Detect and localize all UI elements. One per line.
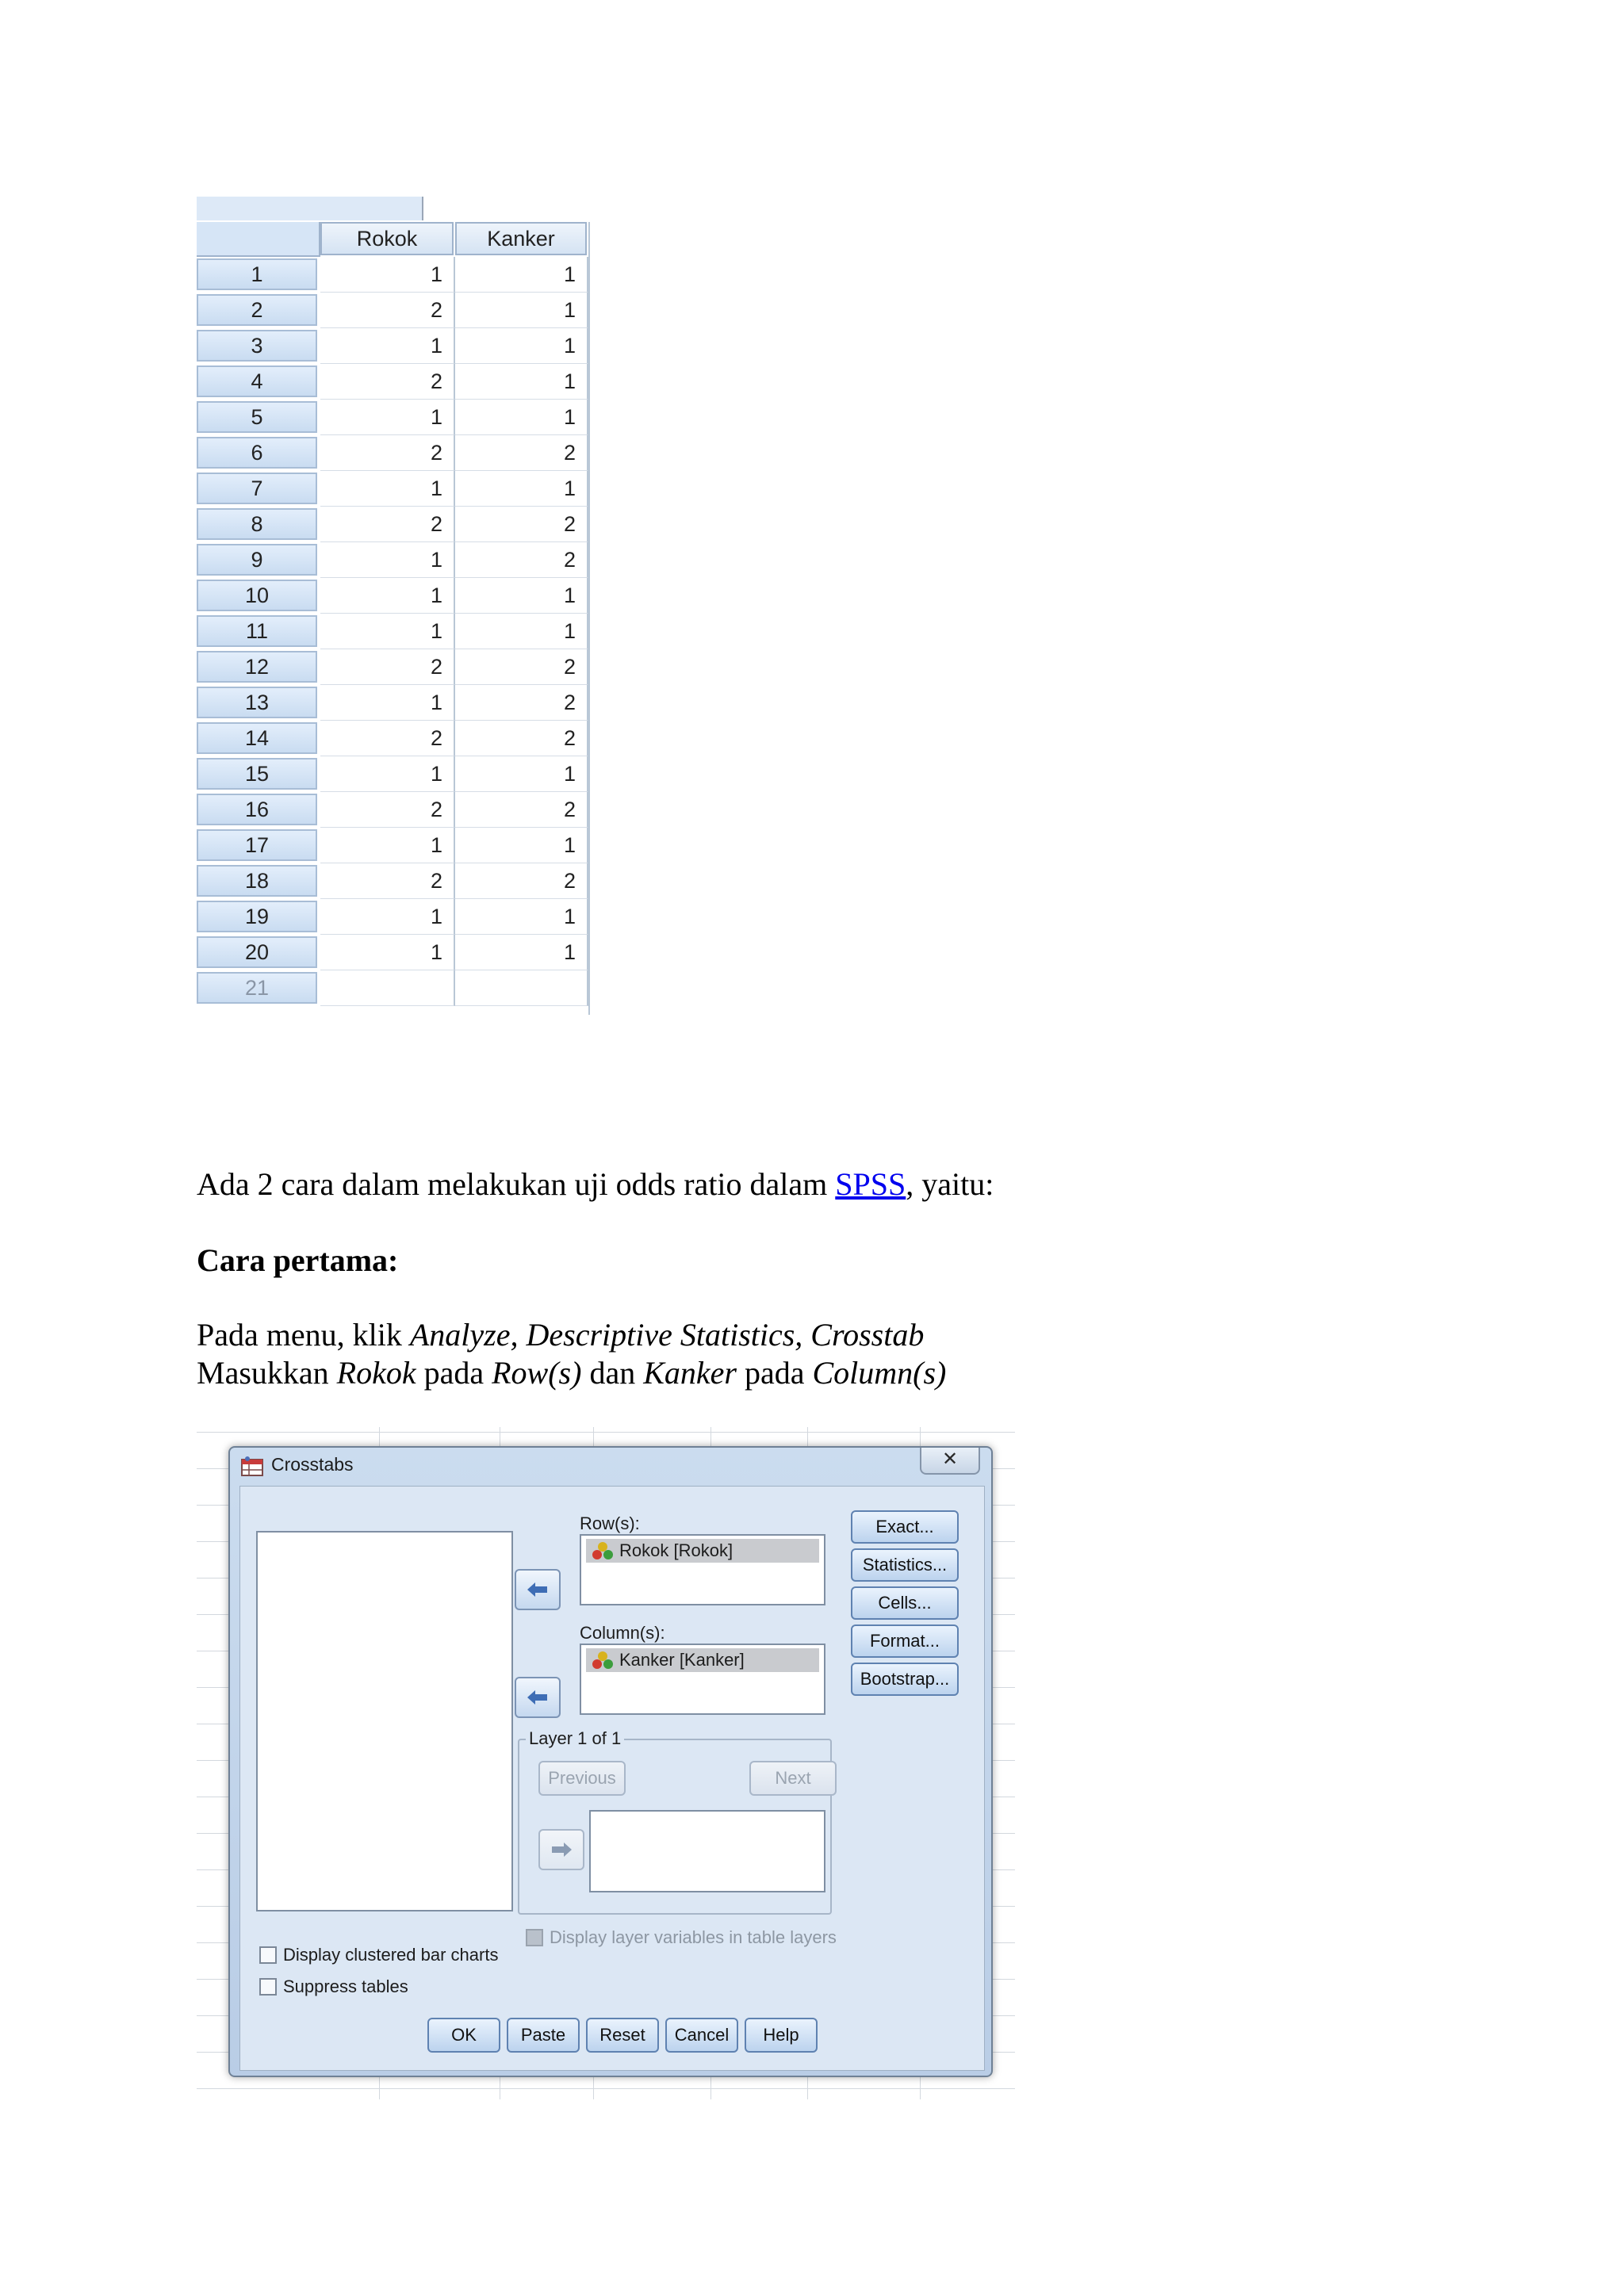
cell-rokok[interactable]: 1 — [320, 685, 455, 721]
cell-kanker[interactable]: 2 — [455, 542, 588, 578]
cell-kanker[interactable]: 2 — [455, 721, 588, 756]
cell-kanker[interactable]: 1 — [455, 756, 588, 792]
row-header[interactable]: 11 — [197, 615, 317, 647]
spss-link[interactable]: SPSS — [835, 1166, 906, 1202]
step2-part: pada — [416, 1355, 492, 1391]
row-header[interactable]: 8 — [197, 508, 317, 540]
cell-rokok[interactable]: 2 — [320, 507, 455, 542]
dialog-client-area — [239, 1486, 985, 2071]
reset-button[interactable]: Reset — [586, 2018, 659, 2053]
column-header-rokok[interactable]: Rokok — [320, 222, 454, 255]
cell-kanker[interactable]: 1 — [455, 899, 588, 935]
heading-cara-pertama — [197, 1242, 398, 1279]
cell-kanker[interactable]: 1 — [455, 400, 588, 435]
row-header[interactable]: 1 — [197, 258, 317, 290]
cell-kanker[interactable]: 1 — [455, 578, 588, 614]
cell-rokok[interactable]: 2 — [320, 364, 455, 400]
suppress-tables-label: Suppress tables — [283, 1976, 408, 1996]
cell-rokok[interactable]: 1 — [320, 756, 455, 792]
cell-kanker[interactable]: 1 — [455, 364, 588, 400]
row-header[interactable]: 14 — [197, 722, 317, 754]
rows-label: Row(s): — [580, 1513, 640, 1533]
ok-button[interactable]: OK — [427, 2018, 500, 2053]
row-header[interactable]: 10 — [197, 580, 317, 611]
row-header[interactable]: 17 — [197, 829, 317, 861]
cell-rokok[interactable]: 1 — [320, 257, 455, 293]
nominal-variable-icon — [589, 1650, 616, 1670]
close-icon: ✕ — [941, 1448, 959, 1470]
nominal-variable-icon — [589, 1540, 616, 1561]
cell-rokok[interactable]: 1 — [320, 400, 455, 435]
row-header[interactable]: 6 — [197, 437, 317, 469]
exact-button[interactable]: Exact... — [851, 1510, 959, 1544]
step2-part: Row(s) — [492, 1355, 582, 1391]
source-variable-list[interactable] — [256, 1531, 513, 1911]
step2-line — [197, 1354, 946, 1391]
cell-rokok[interactable]: 2 — [320, 721, 455, 756]
row-header[interactable]: 5 — [197, 401, 317, 433]
next-button[interactable]: Next — [749, 1761, 837, 1796]
cell-rokok[interactable]: 2 — [320, 293, 455, 328]
intro-text: Ada 2 cara dalam melakukan uji odds ratio dalam — [197, 1166, 836, 1202]
cell-rokok[interactable]: 1 — [320, 471, 455, 507]
step2-part: dan — [581, 1355, 644, 1391]
spss-data-grid — [197, 197, 609, 1015]
row-header[interactable]: 20 — [197, 936, 317, 968]
cell-kanker[interactable]: 1 — [455, 828, 588, 863]
row-header[interactable]: 13 — [197, 687, 317, 718]
step1-line — [197, 1316, 924, 1353]
intro-text-end: , yaitu: — [906, 1166, 994, 1202]
previous-button[interactable]: Previous — [538, 1761, 626, 1796]
row-header[interactable]: 19 — [197, 901, 317, 932]
cell-kanker[interactable]: 1 — [455, 471, 588, 507]
close-button[interactable] — [920, 1448, 980, 1475]
columns-label: Column(s): — [580, 1623, 665, 1643]
clustered-bar-checkbox[interactable] — [259, 1946, 277, 1964]
suppress-tables-checkbox[interactable] — [259, 1978, 277, 1996]
move-to-columns-button[interactable] — [515, 1677, 561, 1718]
grid-next-column-edge — [588, 222, 609, 1015]
columns-list[interactable] — [580, 1644, 825, 1715]
step2-part: pada — [736, 1355, 813, 1391]
step2-part: Rokok — [336, 1355, 416, 1391]
row-header[interactable]: 3 — [197, 330, 317, 362]
step1-menu-path: Analyze, Descriptive Statistics, Crosstab — [409, 1317, 925, 1353]
cell-rokok[interactable]: 1 — [320, 614, 455, 649]
cell-rokok[interactable]: 2 — [320, 863, 455, 899]
bootstrap-button[interactable]: Bootstrap... — [851, 1663, 959, 1696]
crosstabs-dialog — [228, 1446, 993, 2077]
cell-kanker[interactable]: 1 — [455, 614, 588, 649]
arrow-left-icon — [526, 1580, 550, 1599]
row-header[interactable]: 9 — [197, 544, 317, 576]
crosstabs-app-icon — [241, 1456, 263, 1476]
row-header[interactable]: 15 — [197, 758, 317, 790]
help-button[interactable]: Help — [745, 2018, 818, 2053]
layer-label: Layer 1 of 1 — [526, 1728, 624, 1749]
cell-kanker[interactable]: 2 — [455, 685, 588, 721]
rows-list[interactable] — [580, 1534, 825, 1605]
move-to-layer-button[interactable] — [538, 1829, 584, 1870]
row-header[interactable]: 21 — [197, 972, 317, 1004]
grid-top-strip — [197, 197, 423, 220]
cell-kanker[interactable]: 2 — [455, 435, 588, 471]
step2-part: Column(s) — [812, 1355, 947, 1391]
cell-kanker[interactable]: 2 — [455, 792, 588, 828]
display-layer-label: Display layer variables in table layers — [550, 1927, 837, 1947]
grid-corner-header — [197, 222, 320, 257]
cell-rokok[interactable]: 1 — [320, 828, 455, 863]
cancel-button[interactable]: Cancel — [665, 2018, 738, 2053]
paste-button[interactable]: Paste — [507, 2018, 580, 2053]
crosstabs-screenshot — [197, 1427, 1015, 2099]
cell-rokok[interactable] — [320, 970, 455, 1006]
cell-rokok[interactable]: 1 — [320, 899, 455, 935]
format-button[interactable]: Format... — [851, 1624, 959, 1658]
cell-kanker[interactable]: 1 — [455, 293, 588, 328]
layer-list[interactable] — [589, 1810, 825, 1892]
step1-prefix: Pada menu, klik — [197, 1317, 410, 1353]
cell-rokok[interactable]: 1 — [320, 578, 455, 614]
rows-item-label: Rokok [Rokok] — [619, 1540, 733, 1560]
row-header[interactable]: 2 — [197, 294, 317, 326]
cell-rokok[interactable]: 2 — [320, 649, 455, 685]
cell-kanker[interactable]: 1 — [455, 935, 588, 970]
arrow-left-icon — [526, 1688, 550, 1707]
dialog-title: Crosstabs — [271, 1454, 354, 1475]
statistics-button[interactable]: Statistics... — [851, 1548, 959, 1582]
clustered-bar-label: Display clustered bar charts — [283, 1945, 499, 1965]
row-header[interactable]: 16 — [197, 794, 317, 825]
rows-item-rokok[interactable] — [586, 1539, 819, 1563]
cell-rokok[interactable]: 1 — [320, 328, 455, 364]
row-header[interactable]: 12 — [197, 651, 317, 683]
arrow-right-icon — [550, 1840, 573, 1859]
column-header-kanker[interactable]: Kanker — [455, 222, 587, 255]
cell-rokok[interactable]: 2 — [320, 435, 455, 471]
row-header[interactable]: 18 — [197, 865, 317, 897]
columns-item-label: Kanker [Kanker] — [619, 1650, 745, 1670]
display-layer-checkbox[interactable] — [526, 1929, 543, 1946]
cell-rokok[interactable]: 2 — [320, 792, 455, 828]
step2-part: Kanker — [643, 1355, 737, 1391]
cell-kanker[interactable]: 1 — [455, 257, 588, 293]
cell-kanker[interactable] — [455, 970, 588, 1006]
cell-rokok[interactable]: 1 — [320, 542, 455, 578]
bg-row-line — [197, 1432, 1015, 1433]
cell-kanker[interactable]: 1 — [455, 328, 588, 364]
move-to-rows-button[interactable] — [515, 1569, 561, 1610]
heading-text: Cara pertama: — [197, 1242, 399, 1278]
bg-row-line — [197, 2088, 1015, 2089]
step2-part: Masukkan — [197, 1355, 337, 1391]
cell-kanker[interactable]: 2 — [455, 863, 588, 899]
cell-rokok[interactable]: 1 — [320, 935, 455, 970]
intro-paragraph — [197, 1165, 994, 1203]
cell-kanker[interactable]: 2 — [455, 507, 588, 542]
row-header[interactable]: 7 — [197, 473, 317, 504]
columns-item-kanker[interactable] — [586, 1648, 819, 1672]
cells-button[interactable]: Cells... — [851, 1586, 959, 1620]
cell-kanker[interactable]: 2 — [455, 649, 588, 685]
row-header[interactable]: 4 — [197, 365, 317, 397]
